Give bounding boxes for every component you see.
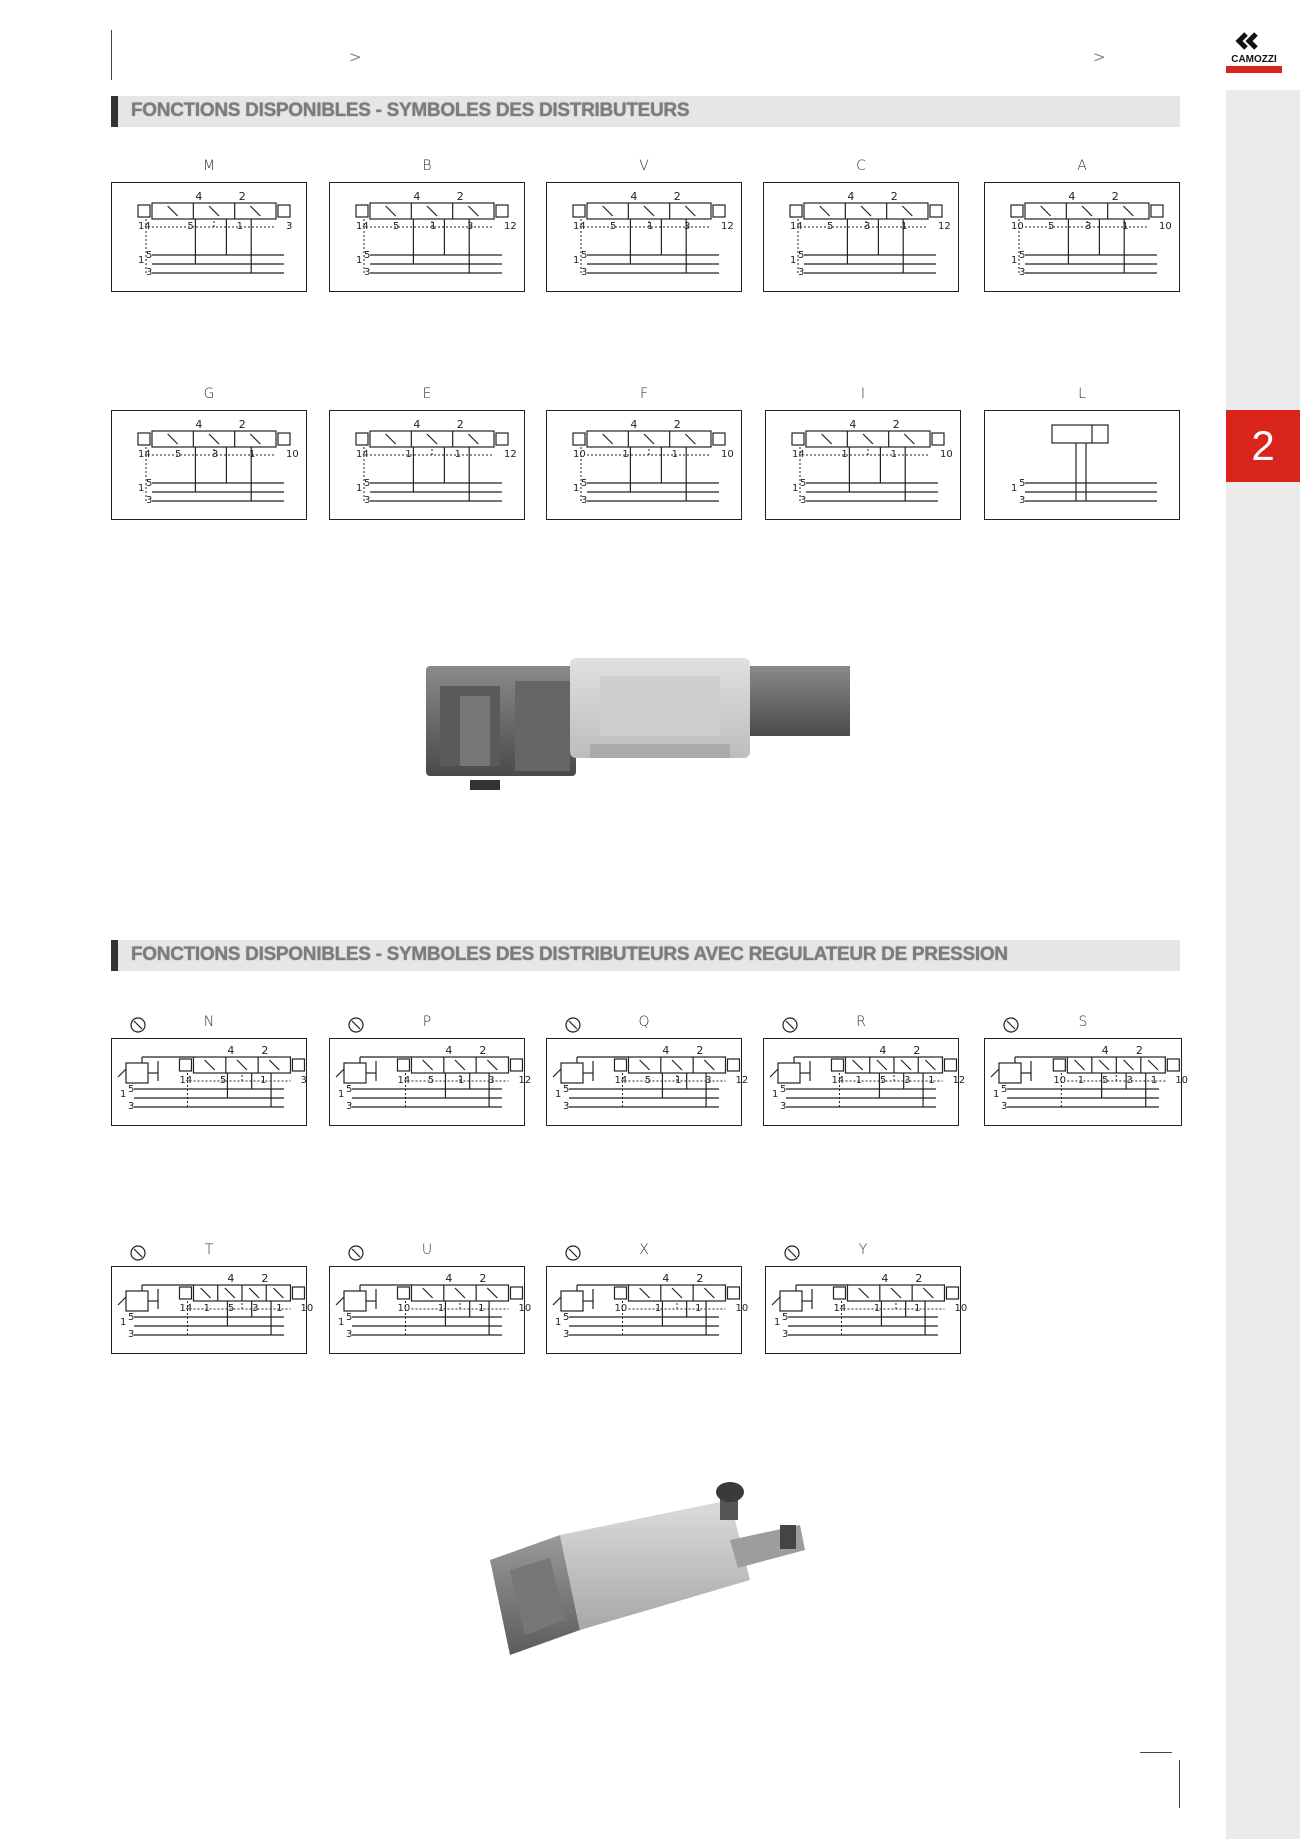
port-number: 1 bbox=[437, 1303, 445, 1314]
header-divider bbox=[111, 30, 112, 80]
port-number: 3 bbox=[364, 495, 371, 506]
port-number: 2 bbox=[1135, 1044, 1143, 1057]
valve-symbol-diagram bbox=[546, 410, 742, 520]
port-number: 10 bbox=[1053, 1075, 1067, 1086]
section-header bbox=[111, 96, 1180, 127]
port-number: 2 bbox=[479, 1044, 487, 1057]
port-number: 1 bbox=[249, 449, 256, 460]
port-number: 1 bbox=[622, 449, 629, 460]
port-number: 14 bbox=[792, 449, 805, 460]
symbol-card-m bbox=[111, 158, 307, 292]
port-number: 1 bbox=[120, 1089, 127, 1100]
port-number: 3 bbox=[146, 495, 153, 506]
chapter-tab[interactable] bbox=[1226, 410, 1300, 482]
port-number: 2 bbox=[696, 1044, 704, 1057]
symbol-card-y bbox=[765, 1242, 968, 1354]
port-number: 5 bbox=[227, 1303, 235, 1314]
symbol-label: M bbox=[202, 158, 216, 174]
port-number: 5 bbox=[581, 478, 588, 489]
symbol-card-t bbox=[111, 1242, 314, 1354]
symbol-label: X bbox=[639, 1242, 649, 1258]
section-header-bar bbox=[111, 96, 118, 127]
symbol-label: T bbox=[204, 1242, 214, 1258]
pressure-gauge-icon bbox=[564, 1016, 582, 1034]
valve-symbol-icon bbox=[766, 1267, 968, 1353]
port-number: 10 bbox=[397, 1303, 411, 1314]
valve-symbol-icon bbox=[112, 183, 306, 291]
port-number: 5 bbox=[346, 1312, 353, 1323]
port-number: 1 bbox=[457, 1075, 465, 1086]
port-number: 1 bbox=[774, 1317, 781, 1328]
port-number: 2 bbox=[261, 1044, 269, 1057]
port-number: 4 bbox=[195, 190, 203, 203]
port-number: 5 bbox=[827, 221, 834, 232]
symbol-card-i bbox=[765, 386, 961, 520]
port-number: 1 bbox=[890, 449, 898, 460]
port-number: 1 bbox=[928, 1075, 935, 1086]
brand-name: CAMOZZI bbox=[1231, 54, 1277, 65]
port-number: 1 bbox=[841, 449, 848, 460]
port-number: 4 bbox=[879, 1044, 887, 1057]
port-number: 3 bbox=[1126, 1075, 1133, 1086]
port-number: 5 bbox=[644, 1075, 652, 1086]
port-number: 3 bbox=[684, 221, 691, 232]
port-number: 1 bbox=[338, 1089, 345, 1100]
port-number: 2 bbox=[673, 418, 681, 431]
port-number: 1 bbox=[1150, 1075, 1158, 1086]
valve-symbol-icon bbox=[330, 1267, 532, 1353]
port-number: 2 bbox=[1111, 190, 1119, 203]
pressure-gauge-icon bbox=[129, 1244, 147, 1262]
port-number: 14 bbox=[138, 449, 151, 460]
port-number: 1 bbox=[993, 1089, 1000, 1100]
port-number: 1 bbox=[873, 1303, 881, 1314]
port-number: 3 bbox=[467, 221, 474, 232]
symbol-card-r bbox=[763, 1014, 966, 1126]
port-number: 2 bbox=[238, 190, 246, 203]
port-number: 12 bbox=[518, 1075, 532, 1086]
port-number: 3 bbox=[864, 221, 871, 232]
valve-symbol-icon bbox=[547, 183, 741, 291]
symbol-card-p bbox=[329, 1014, 532, 1126]
port-number: 1 bbox=[276, 1303, 283, 1314]
valve-symbol-diagram bbox=[763, 182, 959, 292]
symbol-card-v bbox=[546, 158, 742, 292]
valve-symbol-icon bbox=[985, 411, 1179, 519]
symbol-card-c bbox=[763, 158, 959, 292]
valve-symbol-icon bbox=[330, 411, 524, 519]
port-number: 5 bbox=[800, 478, 807, 489]
pressure-gauge-icon bbox=[1002, 1016, 1020, 1034]
port-number: 1 bbox=[555, 1089, 562, 1100]
port-number: 2 bbox=[890, 190, 898, 203]
port-number: 3 bbox=[286, 221, 293, 232]
symbol-label: N bbox=[203, 1014, 215, 1030]
port-number: 3 bbox=[252, 1303, 259, 1314]
symbol-card-e bbox=[329, 386, 525, 520]
port-number: 3 bbox=[1085, 221, 1092, 232]
valve-symbol-diagram bbox=[111, 182, 307, 292]
valve-symbol-diagram bbox=[765, 1266, 968, 1354]
port-number: 10 bbox=[735, 1303, 749, 1314]
port-number: 2 bbox=[673, 190, 681, 203]
valve-symbol-diagram bbox=[111, 1266, 314, 1354]
port-number: 1 bbox=[855, 1075, 863, 1086]
port-number: 4 bbox=[630, 418, 638, 431]
port-number: 5 bbox=[346, 1084, 353, 1095]
valve-symbol-icon bbox=[112, 1039, 306, 1125]
valve-symbol-icon bbox=[547, 1039, 749, 1125]
port-number: 3 bbox=[563, 1101, 570, 1112]
port-number: 5 bbox=[146, 250, 153, 261]
valve-symbol-diagram bbox=[329, 1038, 532, 1126]
valve-symbol-icon bbox=[547, 411, 741, 519]
port-number: 4 bbox=[662, 1044, 670, 1057]
port-number: 14 bbox=[614, 1075, 628, 1086]
port-number: 1 bbox=[1011, 255, 1018, 266]
valve-symbol-icon bbox=[985, 183, 1179, 291]
port-number: 4 bbox=[413, 190, 421, 203]
symbol-card-g bbox=[111, 386, 307, 520]
symbol-label: V bbox=[639, 158, 649, 174]
valve-symbol-diagram bbox=[329, 410, 525, 520]
valve-symbol-diagram bbox=[111, 410, 307, 520]
port-number: 3 bbox=[904, 1075, 911, 1086]
pressure-gauge-icon bbox=[129, 1016, 147, 1034]
port-number: 3 bbox=[146, 267, 153, 278]
port-number: 3 bbox=[488, 1075, 495, 1086]
valve-symbol-diagram bbox=[765, 410, 961, 520]
valve-symbol-icon bbox=[764, 183, 958, 291]
port-number: 1 bbox=[356, 255, 363, 266]
pressure-gauge-icon bbox=[781, 1016, 799, 1034]
port-number: 1 bbox=[236, 221, 244, 232]
page-footer-line bbox=[1140, 1752, 1172, 1753]
solenoid-valve-photo bbox=[420, 656, 870, 796]
right-sidebar bbox=[1226, 90, 1300, 1839]
valve-symbol-icon bbox=[764, 1039, 966, 1125]
port-number: 14 bbox=[179, 1075, 193, 1086]
brand-bar bbox=[1226, 66, 1282, 73]
symbol-card-b bbox=[329, 158, 525, 292]
port-number: 3 bbox=[705, 1075, 712, 1086]
port-number: 1 bbox=[1077, 1075, 1085, 1086]
port-number: 3 bbox=[1019, 495, 1026, 506]
port-number: 1 bbox=[338, 1317, 345, 1328]
port-number: 5 bbox=[187, 221, 194, 232]
valve-symbol-diagram bbox=[984, 182, 1180, 292]
port-number: 3 bbox=[364, 267, 371, 278]
port-number: 4 bbox=[849, 418, 857, 431]
port-number: 10 bbox=[614, 1303, 628, 1314]
port-number: 14 bbox=[397, 1075, 411, 1086]
port-number: 5 bbox=[364, 250, 371, 261]
port-number: 4 bbox=[413, 418, 421, 431]
port-number: 3 bbox=[346, 1101, 353, 1112]
port-number: 3 bbox=[798, 267, 805, 278]
port-number: 1 bbox=[671, 449, 679, 460]
port-number: 1 bbox=[695, 1303, 702, 1314]
port-number: 5 bbox=[427, 1075, 435, 1086]
valve-symbol-diagram bbox=[763, 1038, 966, 1126]
symbol-label: G bbox=[203, 386, 215, 402]
port-number: 3 bbox=[800, 495, 807, 506]
pressure-gauge-icon bbox=[347, 1016, 365, 1034]
port-number: 10 bbox=[300, 1303, 314, 1314]
port-number: 3 bbox=[212, 449, 219, 460]
port-number: 12 bbox=[735, 1075, 749, 1086]
port-number: 5 bbox=[563, 1312, 570, 1323]
port-number: 4 bbox=[630, 190, 638, 203]
port-number: 2 bbox=[238, 418, 246, 431]
port-number: 12 bbox=[504, 449, 517, 460]
port-number: 1 bbox=[1011, 483, 1018, 494]
port-number: 4 bbox=[227, 1044, 235, 1057]
valve-symbol-icon bbox=[112, 411, 306, 519]
port-number: 14 bbox=[356, 449, 369, 460]
port-number: 1 bbox=[203, 1303, 211, 1314]
port-number: 4 bbox=[445, 1044, 453, 1057]
symbol-label: B bbox=[422, 158, 432, 174]
symbol-label: Y bbox=[858, 1242, 868, 1258]
port-number: 1 bbox=[260, 1075, 267, 1086]
port-number: 3 bbox=[563, 1329, 570, 1340]
port-number: 4 bbox=[445, 1272, 453, 1285]
port-number: 10 bbox=[1159, 221, 1172, 232]
port-number: 5 bbox=[581, 250, 588, 261]
port-number: 10 bbox=[954, 1303, 968, 1314]
valve-symbol-icon bbox=[330, 1039, 532, 1125]
chapter-number: 2 bbox=[1251, 422, 1275, 469]
port-number: 4 bbox=[195, 418, 203, 431]
port-number: 1 bbox=[901, 221, 908, 232]
valve-symbol-icon bbox=[766, 411, 960, 519]
port-number: 3 bbox=[780, 1101, 787, 1112]
port-number: 2 bbox=[892, 418, 900, 431]
port-number: 4 bbox=[881, 1272, 889, 1285]
port-number: 1 bbox=[674, 1075, 682, 1086]
pressure-gauge-icon bbox=[347, 1244, 365, 1262]
symbol-card-q bbox=[546, 1014, 749, 1126]
symbol-label: P bbox=[422, 1014, 432, 1030]
port-number: 10 bbox=[721, 449, 734, 460]
port-number: 5 bbox=[1102, 1075, 1109, 1086]
port-number: 5 bbox=[780, 1084, 787, 1095]
valve-symbol-icon bbox=[985, 1039, 1189, 1125]
port-number: 5 bbox=[364, 478, 371, 489]
port-number: 1 bbox=[654, 1303, 662, 1314]
port-number: 4 bbox=[1101, 1044, 1109, 1057]
port-number: 4 bbox=[1068, 190, 1076, 203]
port-number: 5 bbox=[1019, 478, 1026, 489]
port-number: 1 bbox=[138, 255, 145, 266]
port-number: 1 bbox=[790, 255, 797, 266]
port-number: 4 bbox=[227, 1272, 235, 1285]
port-number: 5 bbox=[1019, 250, 1026, 261]
port-number: 3 bbox=[300, 1075, 307, 1086]
port-number: 1 bbox=[573, 483, 580, 494]
port-number: 1 bbox=[647, 221, 654, 232]
port-number: 2 bbox=[696, 1272, 704, 1285]
symbol-card-x bbox=[546, 1242, 749, 1354]
port-number: 1 bbox=[573, 255, 580, 266]
port-number: 2 bbox=[915, 1272, 923, 1285]
symbol-card-u bbox=[329, 1242, 532, 1354]
port-number: 1 bbox=[772, 1089, 779, 1100]
symbol-card-n bbox=[111, 1014, 307, 1126]
pressure-gauge-icon bbox=[783, 1244, 801, 1262]
page-footer-divider bbox=[1179, 1760, 1180, 1808]
breadcrumb-separator: > bbox=[1093, 48, 1106, 66]
symbol-label: Q bbox=[638, 1014, 650, 1030]
port-number: 4 bbox=[847, 190, 855, 203]
port-number: 1 bbox=[356, 483, 363, 494]
valve-symbol-diagram bbox=[329, 1266, 532, 1354]
port-number: 5 bbox=[219, 1075, 227, 1086]
port-number: 1 bbox=[454, 449, 462, 460]
port-number: 10 bbox=[573, 449, 586, 460]
port-number: 2 bbox=[479, 1272, 487, 1285]
port-number: 3 bbox=[128, 1101, 135, 1112]
port-number: 5 bbox=[128, 1312, 135, 1323]
port-number: 12 bbox=[952, 1075, 966, 1086]
valve-symbol-diagram bbox=[546, 1266, 749, 1354]
symbol-label: I bbox=[860, 386, 866, 402]
port-number: 1 bbox=[138, 483, 145, 494]
port-number: 10 bbox=[1175, 1075, 1189, 1086]
port-number: 3 bbox=[346, 1329, 353, 1340]
port-number: 12 bbox=[721, 221, 734, 232]
symbol-label: U bbox=[421, 1242, 433, 1258]
port-number: 14 bbox=[790, 221, 803, 232]
port-number: 3 bbox=[1019, 267, 1026, 278]
symbol-label: S bbox=[1078, 1014, 1088, 1030]
valve-symbol-diagram bbox=[329, 182, 525, 292]
section-header-bar bbox=[111, 940, 118, 971]
port-number: 10 bbox=[286, 449, 299, 460]
valve-with-regulator-photo bbox=[480, 1480, 820, 1660]
port-number: 3 bbox=[581, 267, 588, 278]
port-number: 12 bbox=[504, 221, 517, 232]
port-number: 5 bbox=[393, 221, 400, 232]
port-number: 10 bbox=[1011, 221, 1024, 232]
port-number: 5 bbox=[146, 478, 153, 489]
port-number: 1 bbox=[555, 1317, 562, 1328]
port-number: 1 bbox=[914, 1303, 921, 1314]
port-number: 3 bbox=[1001, 1101, 1008, 1112]
symbol-label: F bbox=[639, 386, 649, 402]
symbol-card-f bbox=[546, 386, 742, 520]
symbol-label: R bbox=[856, 1014, 866, 1030]
port-number: 5 bbox=[610, 221, 617, 232]
symbol-card-l bbox=[984, 386, 1180, 520]
port-number: 2 bbox=[913, 1044, 921, 1057]
port-number: 2 bbox=[456, 418, 464, 431]
port-number: 14 bbox=[356, 221, 369, 232]
section-title: FONCTIONS DISPONIBLES - SYMBOLES DES DISTRIBUTEURS bbox=[131, 100, 690, 121]
port-number: 5 bbox=[1001, 1084, 1008, 1095]
valve-symbol-icon bbox=[112, 1267, 314, 1353]
port-number: 12 bbox=[938, 221, 951, 232]
port-number: 5 bbox=[563, 1084, 570, 1095]
port-number: 10 bbox=[518, 1303, 532, 1314]
section-header bbox=[111, 940, 1180, 971]
port-number: 3 bbox=[782, 1329, 789, 1340]
port-number: 1 bbox=[478, 1303, 485, 1314]
port-number: 14 bbox=[831, 1075, 845, 1086]
valve-symbol-icon bbox=[330, 183, 524, 291]
port-number: 14 bbox=[833, 1303, 847, 1314]
symbol-label: A bbox=[1077, 158, 1087, 174]
section-title: FONCTIONS DISPONIBLES - SYMBOLES DES DISTRIBUTEURS AVEC REGULATEUR DE PRESSION bbox=[131, 944, 1008, 965]
port-number: 5 bbox=[128, 1084, 135, 1095]
port-number: 5 bbox=[782, 1312, 789, 1323]
port-number: 5 bbox=[1048, 221, 1055, 232]
symbol-label: E bbox=[422, 386, 432, 402]
symbol-card-s bbox=[984, 1014, 1189, 1126]
port-number: 2 bbox=[261, 1272, 269, 1285]
valve-symbol-icon bbox=[547, 1267, 749, 1353]
valve-symbol-diagram bbox=[546, 1038, 749, 1126]
port-number: 5 bbox=[798, 250, 805, 261]
port-number: 3 bbox=[581, 495, 588, 506]
port-number: 1 bbox=[120, 1317, 127, 1328]
valve-symbol-diagram bbox=[984, 1038, 1189, 1126]
port-number: 4 bbox=[662, 1272, 670, 1285]
port-number: 1 bbox=[405, 449, 412, 460]
valve-symbol-diagram bbox=[111, 1038, 307, 1126]
port-number: 5 bbox=[879, 1075, 887, 1086]
port-number: 14 bbox=[179, 1303, 193, 1314]
port-number: 1 bbox=[792, 483, 799, 494]
port-number: 10 bbox=[940, 449, 953, 460]
port-number: 5 bbox=[175, 449, 182, 460]
valve-symbol-diagram bbox=[546, 182, 742, 292]
port-number: 1 bbox=[430, 221, 437, 232]
port-number: 3 bbox=[128, 1329, 135, 1340]
port-number: 14 bbox=[138, 221, 151, 232]
port-number: 1 bbox=[1122, 221, 1129, 232]
port-number: 2 bbox=[456, 190, 464, 203]
pressure-gauge-icon bbox=[564, 1244, 582, 1262]
valve-symbol-diagram bbox=[984, 410, 1180, 520]
breadcrumb-separator: > bbox=[349, 48, 362, 66]
symbol-label: L bbox=[1078, 386, 1086, 402]
port-number: 14 bbox=[573, 221, 586, 232]
symbol-label: C bbox=[856, 158, 866, 174]
symbol-card-a bbox=[984, 158, 1180, 292]
